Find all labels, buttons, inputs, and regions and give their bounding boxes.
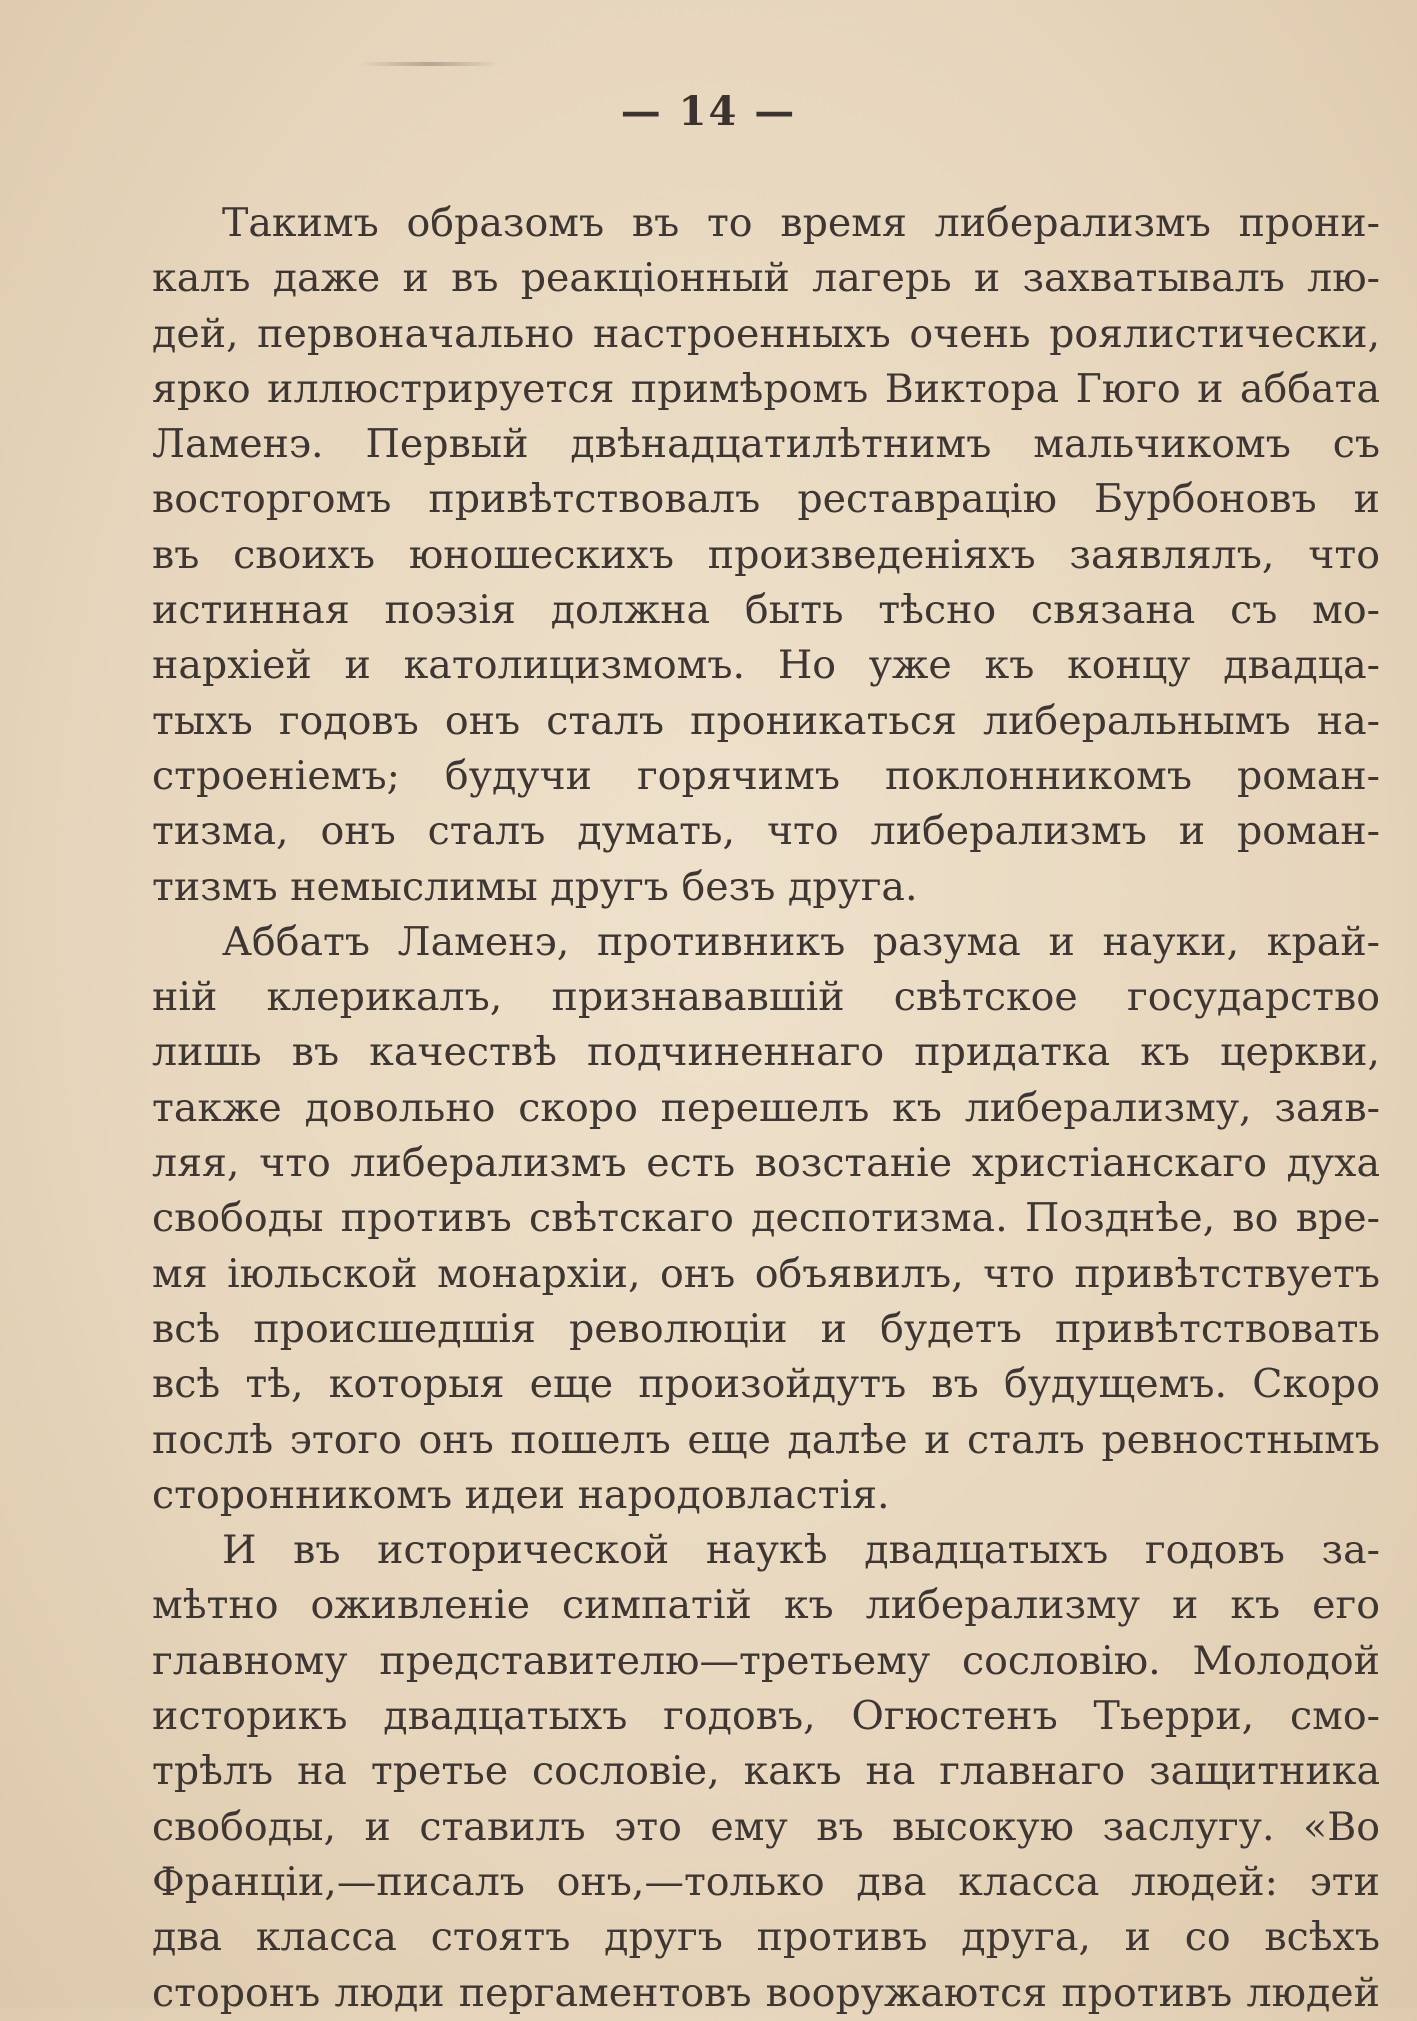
text-line: послѣ этого онъ пошелъ еще далѣе и сталъ ревностнымъ	[152, 1416, 1380, 1463]
ink-smudge	[360, 62, 500, 66]
text-line: Аббатъ Ламенэ, противникъ разума и науки, край-	[222, 918, 1380, 965]
text-line: историкъ двадцатыхъ годовъ, Огюстенъ Тьерри, смо-	[152, 1693, 1380, 1740]
text-line: въ своихъ юношескихъ произведеніяхъ заявлялъ, что	[152, 531, 1380, 578]
text-line: всѣ происшедшія революціи и будетъ привѣтствовать	[152, 1305, 1380, 1352]
text-line: строеніемъ; будучи горячимъ поклонникомъ роман-	[152, 752, 1380, 799]
text-line: сторонъ люди пергаментовъ вооружаются противъ людей	[152, 1969, 1380, 2016]
text-line: тизма, онъ сталъ думать, что либерализмъ и роман-	[152, 808, 1380, 855]
text-line: Ламенэ. Первый двѣнадцатилѣтнимъ мальчикомъ съ	[152, 421, 1380, 468]
page-body	[152, 196, 1380, 2021]
text-line: также довольно скоро перешелъ къ либерализму, заяв-	[152, 1084, 1380, 1131]
text-line: два класса стоятъ другъ противъ друга, и со всѣхъ	[152, 1914, 1380, 1961]
text-line: нархіей и католицизмомъ. Но уже къ концу двадца-	[152, 642, 1380, 689]
text-line: тыхъ годовъ онъ сталъ проникаться либеральнымъ на-	[152, 697, 1380, 744]
text-line: лишь въ качествѣ подчиненнаго придатка къ церкви,	[152, 1029, 1380, 1076]
text-line: дей, первоначально настроенныхъ очень роялистически,	[152, 310, 1380, 357]
text-line: ляя, что либерализмъ есть возстаніе христіанскаго духа	[152, 1140, 1380, 1187]
text-line: сторонникомъ идеи народовластія.	[152, 1471, 890, 1518]
text-line: Такимъ образомъ въ то время либерализмъ прони-	[222, 200, 1380, 246]
text-line: тизмъ немыслимы другъ безъ друга.	[152, 863, 918, 910]
page-number: — 14 —	[620, 88, 797, 135]
text-line: И въ исторической наукѣ двадцатыхъ годовъ за-	[222, 1527, 1380, 1574]
text-line: восторгомъ привѣтствовалъ реставрацію Бурбоновъ и	[152, 476, 1380, 523]
text-line: главному представителю—третьему сословію. Молодой	[152, 1637, 1380, 1684]
text-line: мя іюльской монархіи, онъ объявилъ, что привѣтствуетъ	[152, 1250, 1380, 1297]
text-line: мѣтно оживленіе симпатій къ либерализму и къ его	[152, 1582, 1380, 1629]
text-line: истинная поэзія должна быть тѣсно связана съ мо-	[152, 587, 1380, 634]
text-line: свободы, и ставилъ это ему въ высокую заслугу. «Во	[152, 1803, 1380, 1850]
text-line: ній клерикалъ, признававшій свѣтское государство	[152, 974, 1380, 1021]
text-line: калъ даже и въ реакціонный лагерь и захватывалъ лю-	[152, 255, 1380, 302]
text-line: трѣлъ на третье сословіе, какъ на главнаго защитника	[152, 1748, 1380, 1795]
text-line: Франціи,—писалъ онъ,—только два класса людей: эти	[152, 1858, 1380, 1905]
text-line: свободы противъ свѣтскаго деспотизма. Позднѣе, во вре-	[152, 1195, 1380, 1242]
text-line: всѣ тѣ, которыя еще произойдутъ въ будущемъ. Скоро	[152, 1361, 1380, 1408]
text-line: ярко иллюстрируется примѣромъ Виктора Гюго и аббата	[152, 365, 1380, 412]
